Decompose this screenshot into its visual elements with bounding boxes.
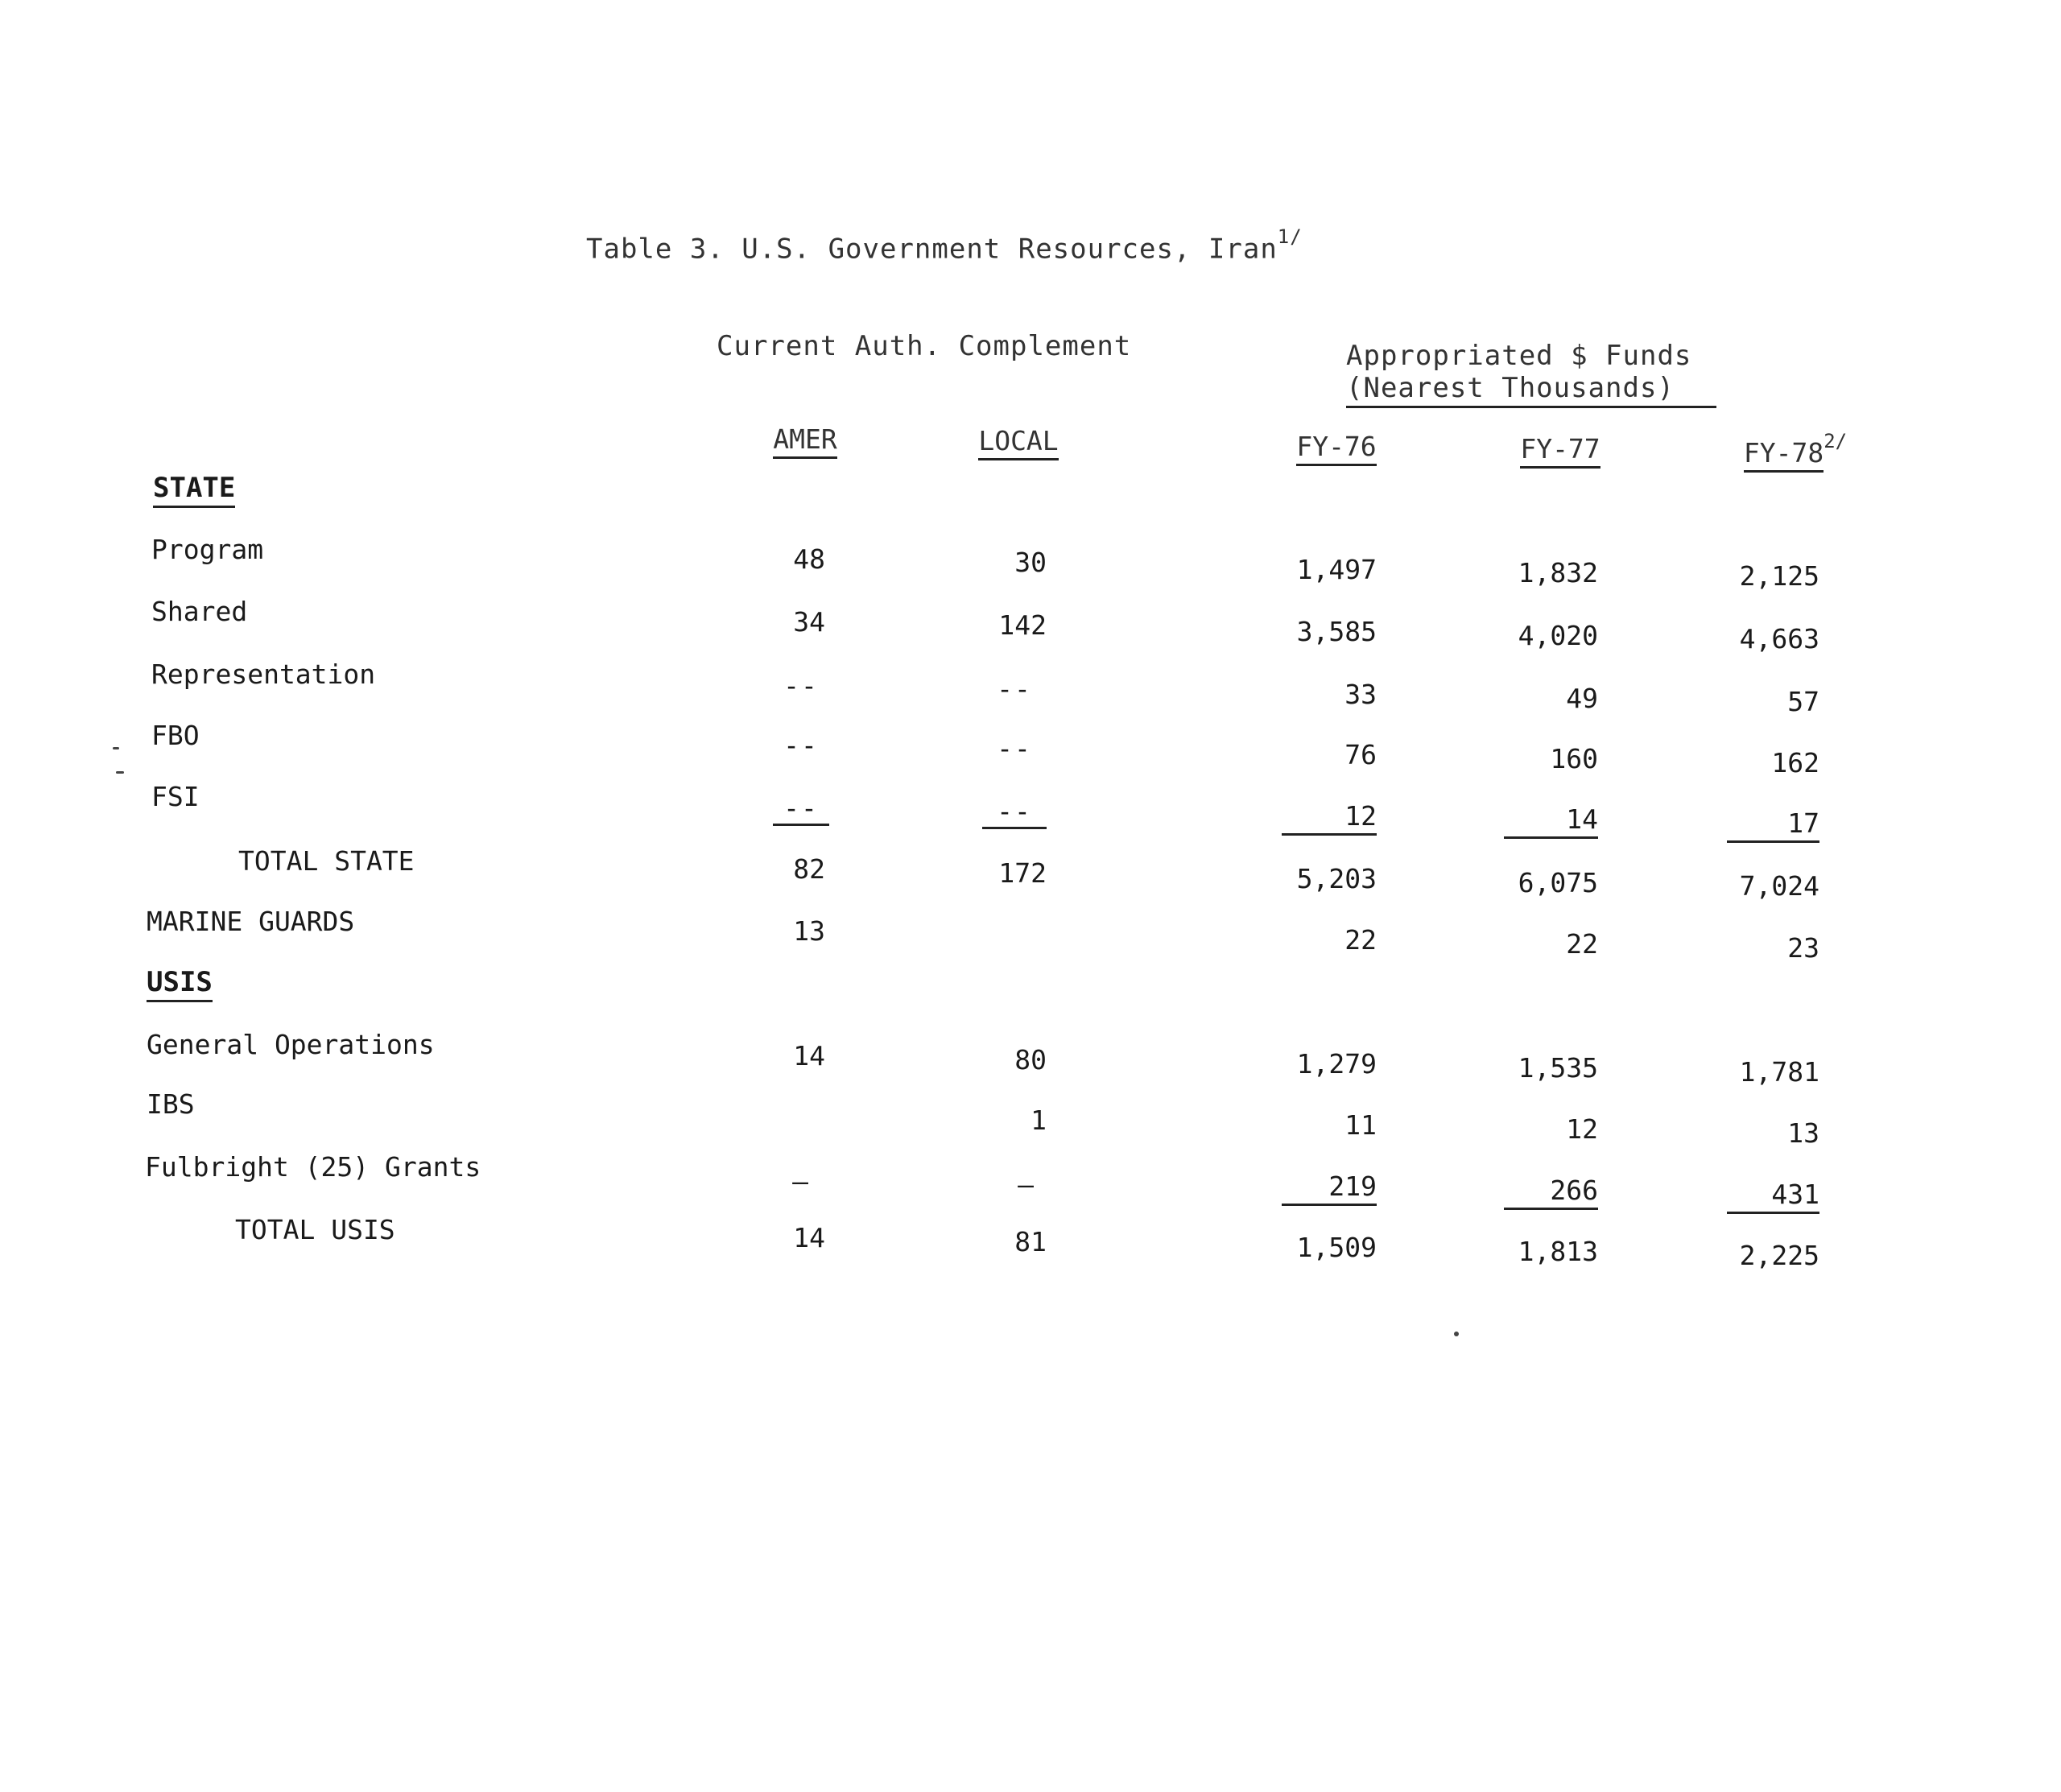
row-label-shared: Shared [151,596,248,627]
cell-ibs-local: 1 [1030,1105,1047,1136]
row-label-fsi: FSI [151,781,200,812]
table-title-text: Table 3. U.S. Government Resources, Iran [586,233,1278,266]
cell-general-operations-amer: 14 [793,1040,825,1071]
row-label-program: Program [151,534,264,565]
cell-general-operations-local: 80 [1014,1044,1047,1076]
section-header-state: STATE [153,472,235,504]
cell-program-local: 30 [1014,547,1047,578]
cell-total-state-amer: 82 [793,853,825,885]
column-header-fy76: FY-76 [1272,431,1401,466]
cell-fulbright-amer: — [792,1166,810,1197]
funds-header-rule [1346,406,1716,408]
cell-fbo-fy78: 162 [1771,747,1819,778]
funds-header-line2: (Nearest Thousands) [1346,372,1675,404]
column-header-amer: AMER [749,423,861,459]
cell-fulbright-local: — [1018,1169,1035,1200]
cell-marine-guards-fy77: 22 [1566,928,1598,960]
scan-mark [116,771,124,774]
cell-fbo-fy76: 76 [1344,739,1377,770]
column-header-local: LOCAL [950,425,1087,460]
cell-program-amer: 48 [793,543,825,575]
cell-marine-guards-fy78: 23 [1787,932,1819,964]
cell-representation-fy77: 49 [1566,683,1598,714]
funds-group-header [1346,340,1716,408]
cell-total-state-fy77: 6,075 [1518,867,1598,898]
cell-ibs-fy76: 11 [1344,1109,1377,1141]
row-label-total-usis: TOTAL USIS [235,1214,395,1245]
cell-total-usis-amer: 14 [793,1222,825,1253]
cell-fsi-amer: -- [773,792,829,826]
row-label-fbo: FBO [151,720,200,751]
cell-fulbright-fy78: 431 [1727,1179,1819,1214]
cell-fbo-fy77: 160 [1550,743,1598,774]
cell-program-fy78: 2,125 [1739,560,1819,592]
cell-fsi-fy77: 14 [1504,803,1598,839]
funds-header-line1: Appropriated $ Funds [1346,340,1692,372]
cell-total-usis-fy77: 1,813 [1518,1236,1598,1267]
cell-ibs-fy78: 13 [1787,1117,1819,1149]
cell-marine-guards-amer: 13 [793,915,825,947]
title-footnote: 1/ [1277,225,1303,248]
cell-total-usis-fy78: 2,225 [1739,1240,1819,1271]
cell-representation-amer: -- [783,670,819,701]
cell-fsi-local: -- [982,795,1047,829]
column-header-fy77: FY-77 [1496,433,1625,469]
cell-shared-fy77: 4,020 [1518,620,1598,651]
cell-fulbright-fy77: 266 [1504,1175,1598,1210]
cell-general-operations-fy78: 1,781 [1739,1056,1819,1088]
cell-fsi-fy76: 12 [1282,800,1377,836]
cell-total-usis-local: 81 [1014,1226,1047,1257]
complement-group-header: Current Auth. Complement [717,330,1132,362]
cell-program-fy77: 1,832 [1518,557,1598,588]
cell-total-state-local: 172 [998,857,1047,889]
cell-shared-amer: 34 [793,606,825,638]
cell-representation-fy76: 33 [1344,679,1377,710]
row-label-general-operations: General Operations [147,1029,435,1060]
row-label-fulbright: Fulbright (25) Grants [145,1151,481,1183]
cell-total-usis-fy76: 1,509 [1296,1232,1377,1263]
fy78-footnote: 2/ [1824,430,1848,452]
cell-fsi-fy78: 17 [1727,807,1819,843]
cell-marine-guards-fy76: 22 [1344,924,1377,956]
scan-mark [113,747,119,749]
section-header-usis: USIS [147,966,213,998]
cell-total-state-fy78: 7,024 [1739,870,1819,902]
cell-general-operations-fy77: 1,535 [1518,1052,1598,1084]
cell-representation-local: -- [997,673,1032,704]
row-label-ibs: IBS [147,1088,195,1120]
cell-fbo-local: -- [997,733,1032,764]
cell-representation-fy78: 57 [1787,686,1819,717]
scan-speck [1454,1332,1459,1336]
cell-shared-local: 142 [998,609,1047,641]
row-label-marine-guards: MARINE GUARDS [147,906,355,937]
cell-shared-fy78: 4,663 [1739,623,1819,654]
row-label-total-state: TOTAL STATE [238,845,415,877]
row-label-representation: Representation [151,659,376,690]
cell-shared-fy76: 3,585 [1296,616,1377,647]
cell-fbo-amer: -- [783,729,819,761]
cell-total-state-fy76: 5,203 [1296,863,1377,894]
table-title [586,225,1303,266]
cell-fulbright-fy76: 219 [1282,1171,1377,1206]
cell-program-fy76: 1,497 [1296,554,1377,585]
cell-general-operations-fy76: 1,279 [1296,1048,1377,1080]
column-header-fy78: $FY-78^{2/}$ [1715,435,1876,473]
cell-ibs-fy77: 12 [1566,1113,1598,1145]
